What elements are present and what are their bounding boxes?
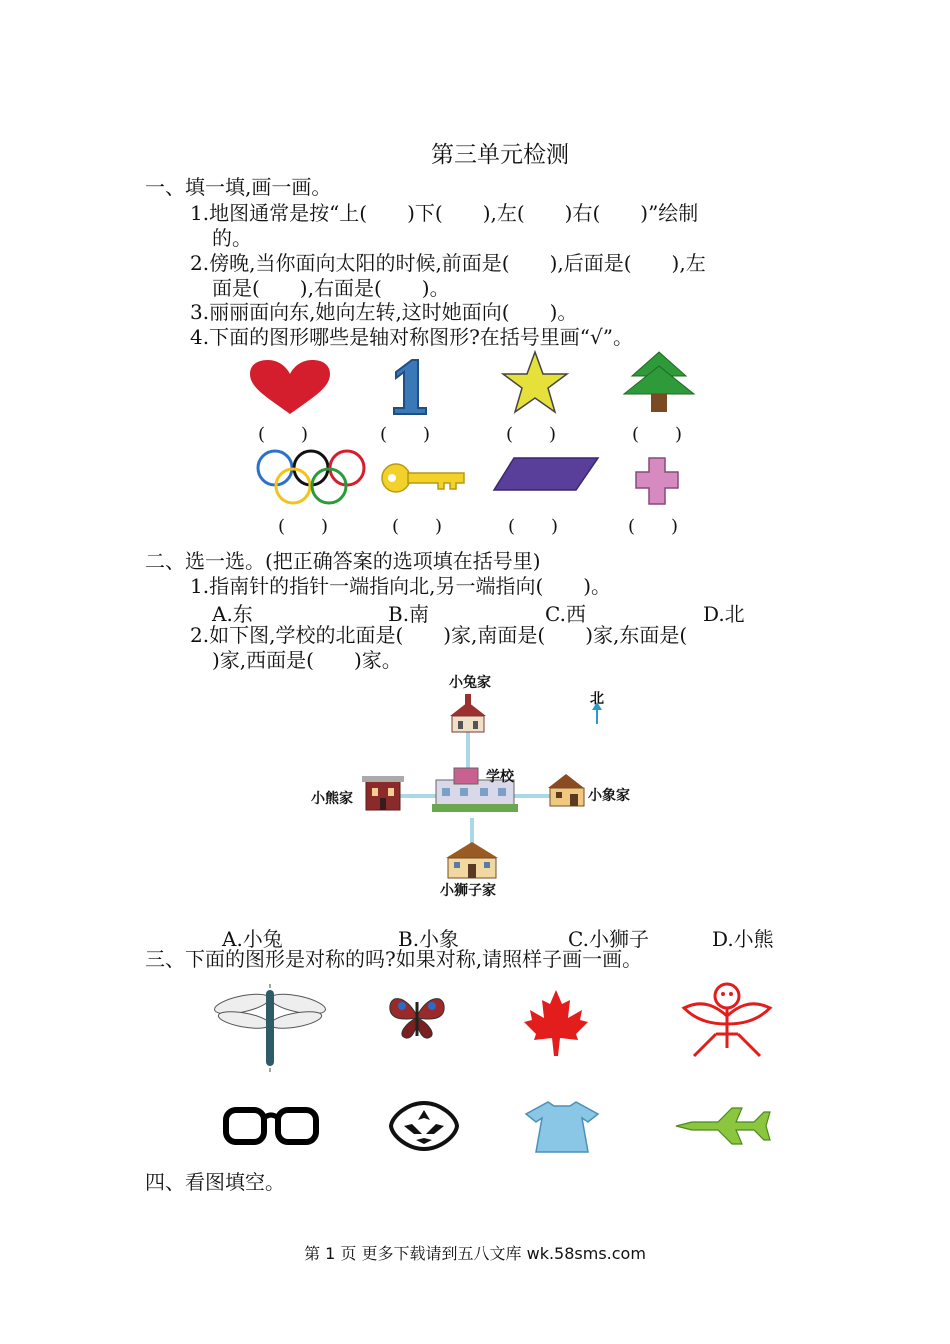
lion-house-label: 小狮子家 <box>440 883 496 899</box>
bear-house-icon <box>362 776 404 810</box>
elephant-house-label: 小象家 <box>588 788 630 804</box>
section1-q3: 3.丽丽面向东,她向左转,这时她面向( )。 <box>190 300 578 324</box>
jet-icon <box>672 1104 776 1148</box>
key-icon <box>380 458 466 500</box>
section4-heading: 四、看图填空。 <box>145 1170 285 1194</box>
butterfly-icon <box>386 992 448 1042</box>
option-c: C.小狮子 <box>568 927 649 951</box>
section2-q1: 1.指南针的指针一端指向北,另一端指向( )。 <box>190 574 612 598</box>
glasses-icon <box>220 1104 322 1148</box>
cross-icon <box>634 456 680 506</box>
section1-q4: 4.下面的图形哪些是轴对称图形?在括号里画“√”。 <box>190 325 633 349</box>
tree-icon <box>622 350 696 414</box>
olympic-rings-icon <box>255 448 367 506</box>
option-d: D.小熊 <box>712 927 774 951</box>
star-icon <box>500 350 570 414</box>
answer-paren[interactable]: ( ) <box>508 516 559 537</box>
answer-paren[interactable]: ( ) <box>258 424 309 445</box>
section2-heading: 二、选一选。(把正确答案的选项填在括号里) <box>145 549 541 573</box>
page-footer: 第 1 页 更多下载请到五八文库 wk.58sms.com <box>304 1244 646 1263</box>
answer-paren[interactable]: ( ) <box>380 424 431 445</box>
bear-house-label: 小熊家 <box>311 791 353 807</box>
elephant-house-icon <box>548 774 584 806</box>
section2-q2-line2: )家,西面是( )家。 <box>212 648 402 672</box>
page-title: 第三单元检测 <box>431 142 569 168</box>
kite-icon <box>680 978 774 1060</box>
answer-paren[interactable]: ( ) <box>628 516 679 537</box>
option-a: A.东 <box>212 602 253 626</box>
answer-paren[interactable]: ( ) <box>632 424 683 445</box>
section1-q1-line2: 的。 <box>212 226 252 250</box>
rabbit-house-label: 小兔家 <box>449 675 491 691</box>
dragonfly-icon <box>214 984 326 1076</box>
option-d: D.北 <box>703 602 745 626</box>
option-c: C.西 <box>545 602 586 626</box>
option-b: B.南 <box>388 602 430 626</box>
option-b: B.小象 <box>398 927 460 951</box>
answer-paren[interactable]: ( ) <box>506 424 557 445</box>
answer-paren[interactable]: ( ) <box>278 516 329 537</box>
north-label: 北 <box>590 691 604 707</box>
digit-one-icon <box>388 358 428 416</box>
section2-q2-line1: 2.如下图,学校的北面是( )家,南面是( )家,东面是( <box>190 623 688 647</box>
section1-q2-line1: 2.傍晚,当你面向太阳的时候,前面是( ),后面是( ),左 <box>190 251 706 275</box>
section1-heading: 一、填一填,画一画。 <box>145 175 332 199</box>
emblem-icon <box>388 1100 460 1152</box>
maple-leaf-icon <box>522 988 590 1058</box>
section3-heading: 三、下面的图形是对称的吗?如果对称,请照样子画一画。 <box>145 947 643 971</box>
heart-icon <box>248 360 332 416</box>
rabbit-house-icon <box>450 694 486 732</box>
section1-q1-line1: 1.地图通常是按“上( )下( ),左( )右( )”绘制 <box>190 201 699 225</box>
option-a: A.小兔 <box>222 927 283 951</box>
parallelogram-icon <box>492 456 600 492</box>
dress-icon <box>524 1100 600 1154</box>
school-label: 学校 <box>486 769 514 785</box>
answer-paren[interactable]: ( ) <box>392 516 443 537</box>
section1-q2-line2: 面是( ),右面是( )。 <box>212 276 450 300</box>
lion-house-icon <box>446 842 498 878</box>
